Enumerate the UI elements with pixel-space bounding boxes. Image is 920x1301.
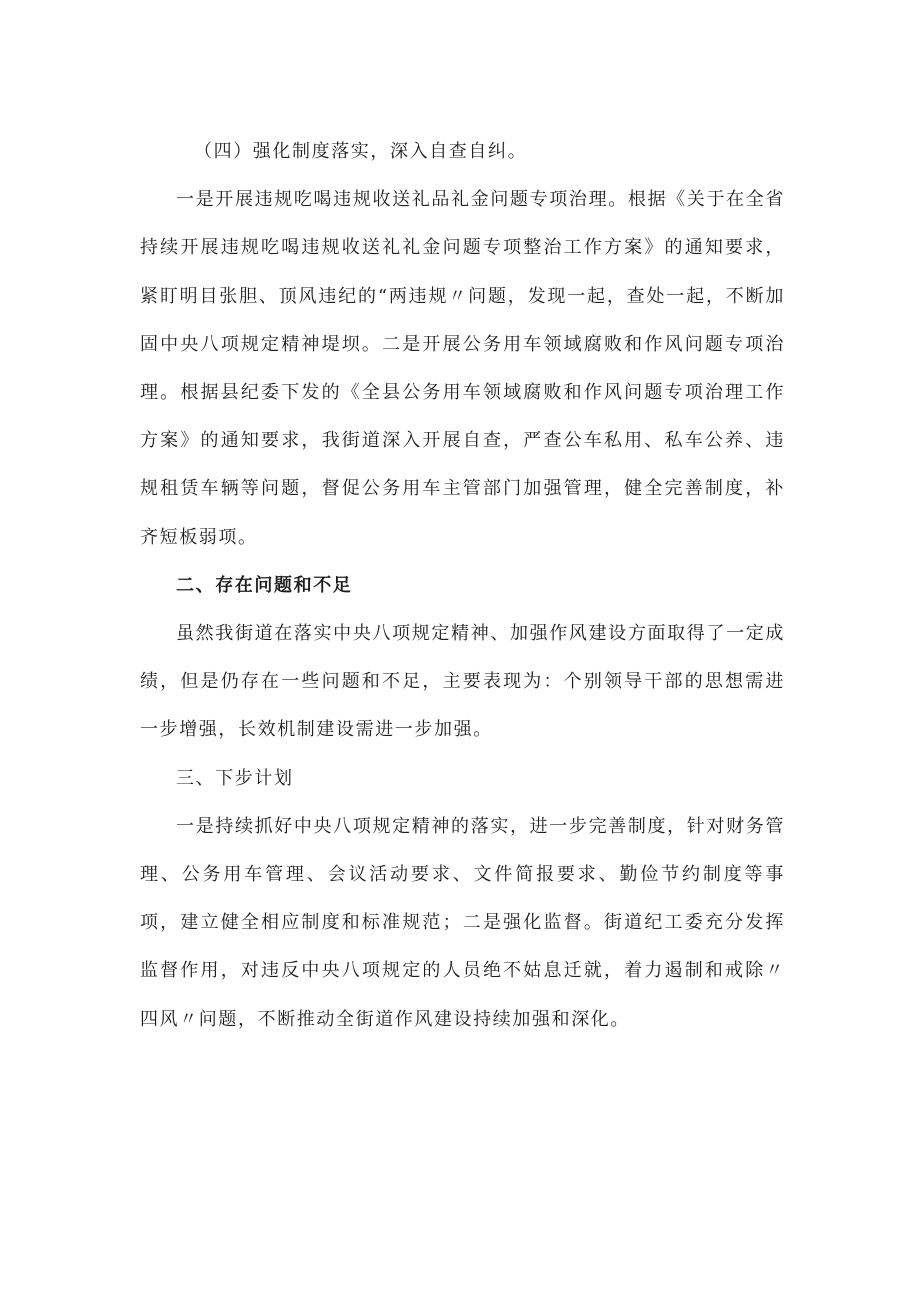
heading-next-plan: 三、下步计划: [176, 767, 294, 789]
paragraph-problems: 虽然我街道在落实中央八项规定精神、加强作风建设方面取得了一定成绩，但是仍存在一些问题和不足，主要表现为：个别领导干部的思想需进一步增强，长效机制建设需进一步加强。: [140, 623, 785, 741]
paragraph-section-four: 一是开展违规吃喝违规收送礼品礼金问题专项治理。根据《关于在全省持续开展违规吃喝违规收送礼礼金问题专项整治工作方案》的通知要求，紧盯明目张胆、顶风违纪的“两违规〃问题，发现一起，查处一起，不断加固中央八项规定精神堤坝。二是开展公务用车领域腐败和作风问题专项治理。根据县纪委下发的《全县公务用车领域腐败和作风问题专项治理工作方案》的通知要求，我街道深入开展自查，严查公车私用、私车公养、违规租赁车辆等问题，督促公务用车主管部门加强管理，健全完善制度，补齐短板弱项。: [140, 189, 785, 548]
heading-problems: 二、存在问题和不足: [176, 574, 353, 596]
document-body: [140, 128, 785, 1044]
section-four-heading: （四）强化制度落实，深入自查自纠。: [194, 141, 528, 162]
paragraph-next-plan: 一是持续抓好中央八项规定精神的落实，进一步完善制度，针对财务管理、公务用车管理、会议活动要求、文件简报要求、勤俭节约制度等事项，建立健全相应制度和标准规范；二是强化监督。街道纪工委充分发挥监督作用，对违反中央八项规定的人员绝不姑息迁就，着力遏制和戒除〃四风〃问题，不断推动全街道作风建设持续加强和深化。: [140, 815, 785, 1030]
